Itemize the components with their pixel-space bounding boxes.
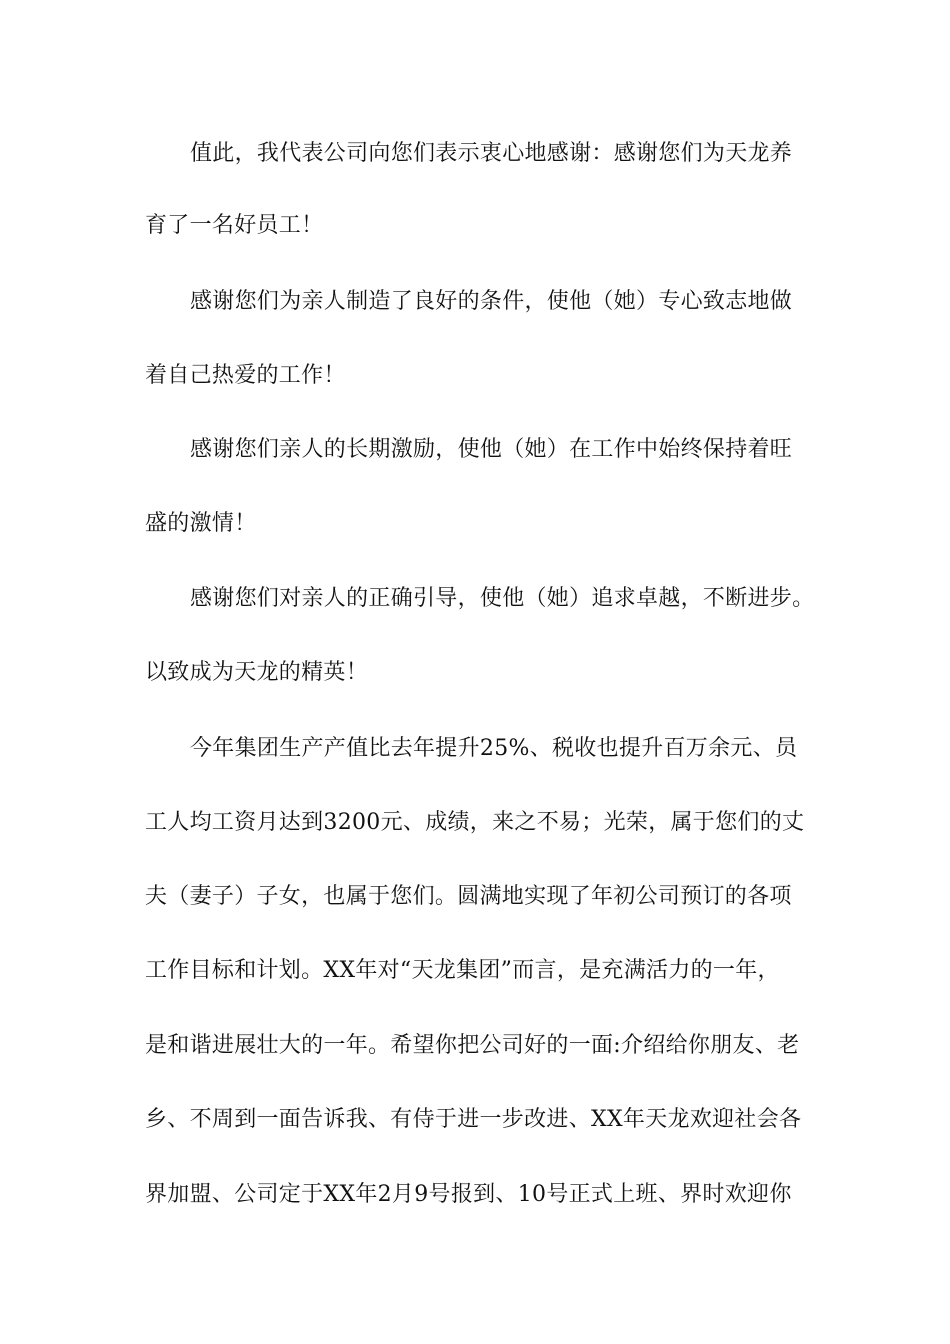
paragraph-line: 育了一名好员工！	[145, 213, 324, 238]
paragraph-line: 以致成为天龙的精英！	[145, 660, 369, 685]
paragraph-line: 今年集团生产产值比去年提升25%、税收也提升百万余元、员	[190, 736, 798, 761]
paragraph-line: 乡、不周到一面告诉我、有侍于进一步改进、XX年天龙欢迎社会各	[145, 1107, 802, 1132]
paragraph-line: 夫（妻子）子女，也属于您们。圆满地实现了年初公司预订的各项	[145, 884, 792, 909]
paragraph-line: 工人均工资月达到3200元、成绩，来之不易；光荣，属于您们的丈	[145, 810, 805, 835]
paragraph-line: 是和谐进展壮大的一年。希望你把公司好的一面:介绍给你朋友、老	[145, 1033, 800, 1058]
paragraph-line: 界加盟、公司定于XX年2月9号报到、10号正式上班、界时欢迎你	[145, 1182, 792, 1207]
paragraph-line: 感谢您们为亲人制造了良好的条件，使他（她）专心致志地做	[190, 289, 793, 314]
paragraph-line: 工作目标和计划。XX年对“天龙集团”而言，是充满活力的一年，	[145, 958, 780, 983]
paragraph-line: 感谢您们对亲人的正确引导，使他（她）追求卓越，不断进步。	[190, 586, 815, 611]
paragraph-line: 着自己热爱的工作！	[145, 363, 346, 388]
paragraph-line: 值此，我代表公司向您们表示衷心地感谢：感谢您们为天龙养	[190, 141, 793, 166]
paragraph-line: 盛的激情！	[145, 511, 257, 536]
paragraph-line: 感谢您们亲人的长期激励，使他（她）在工作中始终保持着旺	[190, 437, 793, 462]
